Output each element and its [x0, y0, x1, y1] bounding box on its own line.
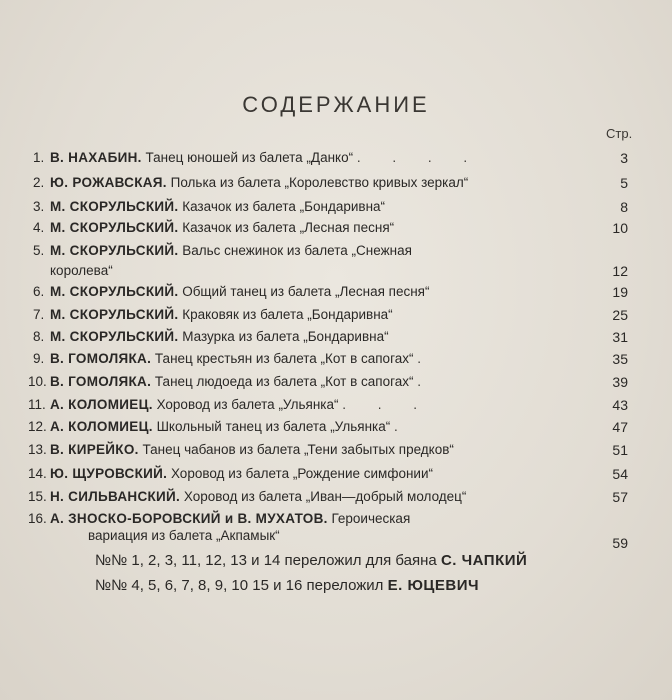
entry-text — [50, 466, 433, 481]
entry-work: Школьный танец из балета „Ульянка“ — [156, 419, 391, 434]
entry-work-continued: вариация из балета „Акпамык“ — [88, 528, 280, 543]
entry-number: 5. — [33, 243, 45, 258]
credit-line-1 — [95, 552, 527, 569]
entry-composer: Ю. РОЖАВСКАЯ. — [50, 175, 167, 190]
entry-number: 6. — [33, 284, 45, 299]
entry-page-number: 31 — [612, 329, 628, 345]
entry-text — [50, 442, 454, 457]
entry-number: 9. — [33, 351, 45, 366]
entry-composer: А. КОЛОМИЕЦ. — [50, 397, 153, 412]
entry-work: Хоровод из балета „Иван—добрый молодец“ — [183, 489, 467, 504]
credit-text: №№ 1, 2, 3, 11, 12, 13 и 14 переложил для баяна — [95, 552, 437, 569]
entry-page-number: 43 — [612, 397, 628, 413]
entry-work: Казачок из балета „Бондаривна“ — [182, 199, 386, 214]
entry-composer: В. ГОМОЛЯКА. — [50, 374, 152, 389]
entry-page-number: 57 — [612, 489, 628, 505]
entry-composer: В. НАХАБИН. — [50, 150, 142, 165]
entry-page-number: 35 — [612, 351, 628, 367]
entry-page-number: 54 — [612, 466, 628, 482]
credit-name: Е. ЮЦЕВИЧ — [387, 577, 480, 594]
entry-number: 15. — [28, 489, 47, 504]
entry-page-number: 59 — [612, 535, 628, 551]
entry-work: Казачок из балета „Лесная песня“ — [182, 220, 395, 235]
entry-work: Краковяк из балета „Бондаривна“ — [182, 307, 393, 322]
entry-composer: А. ЗНОСКО-БОРОВСКИЙ и В. МУХАТОВ. — [50, 511, 328, 526]
entry-composer: М. СКОРУЛЬСКИЙ. — [50, 307, 179, 322]
entry-leader-dots: . . . . — [356, 150, 482, 165]
entry-number: 12. — [28, 419, 47, 434]
entry-text — [50, 329, 389, 344]
entry-text — [50, 220, 394, 235]
entry-composer: Н. СИЛЬВАНСКИЙ. — [50, 489, 181, 504]
entry-text — [50, 307, 393, 322]
entry-number: 3. — [33, 199, 45, 214]
entry-text — [50, 243, 412, 258]
entry-page-number: 3 — [620, 150, 628, 166]
entry-text — [50, 419, 412, 434]
entry-page-number: 10 — [612, 220, 628, 236]
entry-text — [50, 284, 429, 299]
entry-work: Мазурка из балета „Бондаривна“ — [182, 329, 389, 344]
entry-leader-dots: . — [417, 374, 436, 389]
entry-leader-dots: . . . — [342, 397, 432, 412]
credit-name: С. ЧАПКИЙ — [440, 552, 528, 569]
entry-work: Героическая — [331, 511, 411, 526]
page-title: СОДЕРЖАНИЕ — [242, 92, 430, 117]
entry-work: Полька из балета „Королевство кривых зеркал“ — [170, 175, 469, 190]
entry-composer: В. КИРЕЙКО. — [50, 442, 139, 457]
entry-text — [50, 199, 385, 214]
entry-page-number: 51 — [612, 442, 628, 458]
entry-number: 11. — [28, 397, 46, 412]
entry-number: 14. — [28, 466, 47, 481]
entry-leader-dots: . — [394, 419, 412, 434]
entry-composer: А. КОЛОМИЕЦ. — [50, 419, 153, 434]
entry-work: Танец юношей из балета „Данко“ — [145, 150, 354, 165]
entry-composer: В. ГОМОЛЯКА. — [50, 351, 152, 366]
entry-work: Общий танец из балета „Лесная песня“ — [182, 284, 430, 299]
credit-line-2 — [95, 577, 479, 594]
entry-composer: М. СКОРУЛЬСКИЙ. — [50, 220, 179, 235]
entry-work: Хоровод из балета „Рождение симфонии“ — [170, 466, 433, 481]
entry-text — [50, 175, 468, 190]
entry-number: 4. — [33, 220, 45, 235]
entry-page-number: 19 — [612, 284, 628, 300]
entry-text — [50, 374, 435, 389]
entry-page-number: 12 — [612, 263, 628, 279]
entry-work: Вальс снежинок из балета „Снежная — [182, 243, 412, 258]
entry-work: Хоровод из балета „Ульянка“ — [156, 397, 339, 412]
entry-number: 16. — [28, 511, 47, 526]
entry-composer: М. СКОРУЛЬСКИЙ. — [50, 199, 179, 214]
entry-page-number: 5 — [620, 175, 628, 191]
entry-number: 10. — [28, 374, 47, 389]
entry-composer: Ю. ЩУРОВСКИЙ. — [50, 466, 168, 481]
entry-number: 1. — [33, 150, 45, 165]
entry-composer: М. СКОРУЛЬСКИЙ. — [50, 284, 179, 299]
entry-text — [50, 351, 435, 366]
entry-page-number: 25 — [612, 307, 628, 323]
entry-page-number: 39 — [612, 374, 628, 390]
entry-work-continued: королева“ — [50, 263, 113, 278]
entry-number: 13. — [28, 442, 47, 457]
entry-composer: М. СКОРУЛЬСКИЙ. — [50, 329, 179, 344]
entry-number: 7. — [33, 307, 45, 322]
entry-page-number: 47 — [612, 419, 628, 435]
entry-page-number: 8 — [620, 199, 628, 215]
page-column-label: Стр. — [606, 126, 633, 141]
entry-text — [50, 511, 410, 526]
entry-work: Танец крестьян из балета „Кот в сапогах“ — [154, 351, 414, 366]
credit-text: №№ 4, 5, 6, 7, 8, 9, 10 15 и 16 переложил — [95, 577, 384, 594]
entry-number: 8. — [33, 329, 45, 344]
entry-composer: М. СКОРУЛЬСКИЙ. — [50, 243, 179, 258]
entry-text — [50, 150, 481, 165]
entry-work: Танец людоеда из балета „Кот в сапогах“ — [154, 374, 414, 389]
entry-work: Танец чабанов из балета „Тени забытых предков“ — [142, 442, 454, 457]
entry-leader-dots: . — [417, 351, 435, 366]
entry-text — [50, 397, 431, 412]
entry-number: 2. — [33, 175, 45, 190]
entry-text — [50, 489, 466, 504]
